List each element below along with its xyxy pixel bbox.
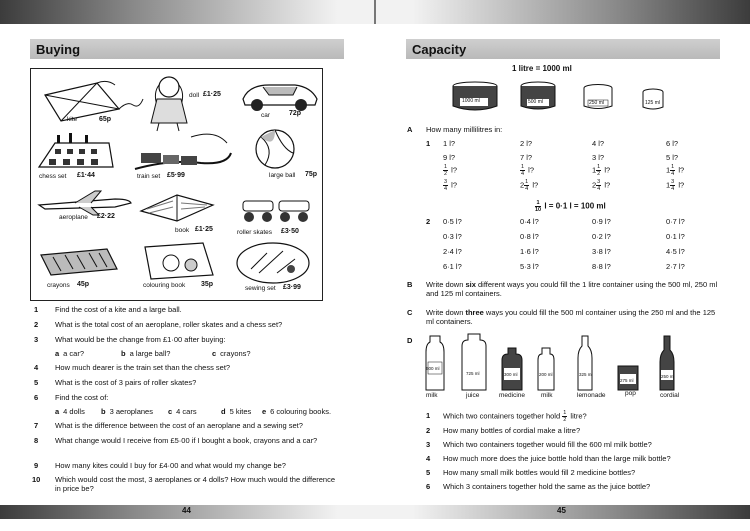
bottle-name: milk (541, 392, 553, 399)
roller-skates-label: roller skates (237, 229, 273, 236)
question-number: 4 (34, 363, 39, 372)
question-text: Which two containers together hold $\frac{1}{2}$ litre? (443, 410, 587, 423)
large-ball-label: large ball (269, 172, 296, 179)
grid-cell-fraction: $\frac{1}{2}$ l? (444, 164, 457, 177)
section-letter: A (407, 125, 413, 134)
question-number: 2 (34, 320, 39, 329)
grid-cell: 1 l? (443, 139, 456, 148)
large-ball-drawing (253, 127, 297, 171)
book-spine (374, 0, 376, 24)
question-text: What is the difference between the cost of an aeroplane and a sewing set? (55, 421, 303, 430)
grid-cell: 2·4 l? (443, 247, 462, 256)
bottom-page-bar (0, 505, 750, 519)
section-letter: B (407, 280, 413, 289)
question-text: Which would cost the most, 3 aeroplanes or 4 dolls? How much would the difference in price be? (55, 475, 336, 493)
grid-cell: 0·1 l? (666, 232, 685, 241)
question-number: 1 (34, 305, 39, 314)
grid-cell: 0·2 l? (592, 232, 611, 241)
question-number: 6 (426, 482, 431, 491)
grid-cell: 7 l? (520, 153, 533, 162)
q3-part-a: a a car? (55, 349, 85, 358)
question-number: 5 (426, 468, 431, 477)
grid-cell: 0·5 l? (443, 217, 462, 226)
roller-skates-price: £3·50 (281, 228, 299, 235)
grid-cell: 2 l? (520, 139, 533, 148)
bottle-volume: 200 ml (539, 372, 553, 377)
page-number-left: 44 (182, 506, 191, 515)
book-label: book (175, 227, 190, 234)
book-price: £1·25 (195, 226, 213, 233)
grid-cell: 5 l? (666, 153, 679, 162)
bottle-name: pop (625, 390, 636, 397)
question-text: What is the cost of 3 pairs of roller skates? (55, 378, 197, 387)
section-letter: C (407, 308, 413, 317)
grid-cell: 6·1 l? (443, 262, 462, 271)
grid-cell: 8·8 l? (592, 262, 611, 271)
sewing-set-price: £3·99 (283, 284, 301, 291)
question-text: What is the total cost of an aeroplane, roller skates and a chess set? (55, 320, 283, 329)
question-text: How much more does the juice bottle hold than the large milk bottle? (443, 454, 671, 463)
crayons-label: crayons (47, 282, 70, 289)
grid-cell-fraction: 1 $\frac{1}{4}$ l? (666, 164, 685, 177)
question-number: 6 (34, 393, 39, 402)
question-number: 9 (34, 461, 39, 470)
question-number: 10 (32, 475, 41, 484)
question-number: 2 (426, 217, 431, 226)
q6-part-d: d 5 kites (221, 407, 252, 416)
question-text: Find the cost of a kite and a large ball. (55, 305, 182, 314)
bottle-volume: 300 ml (504, 372, 518, 377)
grid-cell: 2·7 l? (666, 262, 685, 271)
container-125ml (643, 89, 663, 109)
page-number-right: 45 (557, 506, 566, 515)
bottle-name: medicine (499, 392, 526, 399)
grid-cell: 0·4 l? (520, 217, 539, 226)
container-label: 1000 ml (462, 98, 480, 104)
grid-cell: 0·9 l? (592, 217, 611, 226)
car-drawing (239, 75, 321, 115)
question-text: How many bottles of cordial make a litre? (443, 426, 581, 435)
toy-shop-picture (30, 68, 323, 301)
bottle-volume: 600 ml (426, 366, 440, 371)
question-text: How much dearer is the train set than the chess set? (55, 363, 231, 372)
grid-cell: 0·3 l? (443, 232, 462, 241)
page-title-capacity: Capacity (406, 39, 720, 59)
aeroplane-drawing (35, 187, 135, 217)
aeroplane-price: £2·22 (97, 213, 115, 220)
doll-drawing (141, 73, 201, 133)
sewing-set-drawing (233, 239, 313, 287)
grid-cell: 4·5 l? (666, 247, 685, 256)
q6-part-e: e 6 colouring books. (262, 407, 332, 416)
measuring-containers (450, 78, 680, 118)
bottle-name: milk (426, 392, 438, 399)
q3-part-c: c crayons? (212, 349, 251, 358)
doll-price: £1·25 (203, 91, 221, 98)
grid-cell-fraction: $\frac{3}{4}$ l? (444, 179, 457, 192)
sewing-set-label: sewing set (245, 285, 276, 292)
container-label: 500 ml (528, 99, 544, 105)
bottle-volume: 725 ml (466, 371, 480, 376)
top-page-bar (0, 0, 750, 24)
question-number: 3 (34, 335, 39, 344)
q3-part-b: b a large ball? (121, 349, 171, 358)
question-number: 7 (34, 421, 39, 430)
chess-set-label: chess set (39, 173, 67, 180)
grid-cell: 4 l? (592, 139, 605, 148)
question-text: How many kites could I buy for £4·00 and what would my change be? (55, 461, 286, 470)
question-text: Which two containers together would fill the 600 ml milk bottle? (443, 440, 652, 449)
question-text: What change would I receive from £5·00 if I bought a book, crayons and a car? (55, 436, 318, 445)
question-text: Find the cost of: (55, 393, 109, 402)
q6-part-c: c 4 cars (168, 407, 197, 416)
crayons-drawing (37, 245, 121, 281)
car-price: 72p (289, 110, 302, 117)
question-text: What would be the change from £1·00 after buying: (55, 335, 226, 344)
section-a-prompt: How many millilitres in: (426, 125, 503, 134)
question-number: 8 (34, 436, 39, 445)
grid-cell: 0·7 l? (666, 217, 685, 226)
container-label: 125 ml (645, 100, 661, 106)
grid-cell: 0·8 l? (520, 232, 539, 241)
section-letter: D (407, 336, 413, 345)
question-number: 1 (426, 411, 431, 420)
kite-price: 65p (99, 116, 112, 123)
section-b-text: Write down six different ways you could fill the 1 litre container using the 500 ml, 250 ml and 125 ml containers. (426, 280, 718, 298)
grid-cell: 1·6 l? (520, 247, 539, 256)
aeroplane-label: aeroplane (59, 214, 88, 221)
litre-heading: 1 litre = 1000 ml (512, 64, 572, 73)
train-set-drawing (131, 129, 235, 177)
grid-cell-fraction: 2 $\frac{1}{4}$ l? (520, 179, 539, 192)
section-c-text: Write down three ways you could fill the 500 ml container using the 250 ml and the 125 ml containers. (426, 308, 716, 326)
question-text: How many small milk bottles would fill 2 medicine bottles? (443, 468, 636, 477)
colouring-book-drawing (139, 241, 217, 281)
container-label: 250 ml (589, 100, 605, 106)
large-ball-price: 75p (305, 171, 318, 178)
crayons-price: 45p (77, 281, 90, 288)
question-text: Which 3 containers together hold the same as the juice bottle? (443, 482, 651, 491)
grid-cell: 5·3 l? (520, 262, 539, 271)
grid-cell-fraction: $\frac{1}{4}$ l? (521, 164, 534, 177)
bottle-name: juice (466, 392, 480, 399)
chess-set-drawing (35, 129, 115, 171)
grid-cell-fraction: 1 $\frac{3}{4}$ l? (666, 179, 685, 192)
kite-drawing (37, 77, 147, 129)
grid-cell: 3 l? (592, 153, 605, 162)
kite-label: kite (67, 116, 78, 123)
grid-cell-fraction: 1 $\frac{1}{2}$ l? (592, 164, 611, 177)
bottle-volume: 250 ml (661, 374, 675, 379)
book-drawing (137, 181, 217, 225)
question-number: 2 (426, 426, 431, 435)
car-label: car (261, 112, 271, 119)
question-number: 5 (34, 378, 39, 387)
question-number: 3 (426, 440, 431, 449)
doll-label: doll (189, 92, 200, 99)
page-title-buying: Buying (30, 39, 344, 59)
roller-skates-drawing (237, 187, 317, 231)
q6-part-a: a 4 dolls (55, 407, 85, 416)
container-1000ml (453, 82, 497, 110)
tenth-line: $\frac{1}{10}$ l = 0·1 l = 100 ml (535, 200, 606, 213)
grid-cell: 6 l? (666, 139, 679, 148)
colouring-book-price: 35p (201, 281, 214, 288)
train-set-price: £5·99 (167, 172, 185, 179)
q6-part-b: b 3 aeroplanes (101, 407, 153, 416)
bottle-name: lemonade (577, 392, 606, 399)
bottle-name: cordial (660, 392, 680, 399)
chess-set-price: £1·44 (77, 172, 95, 179)
question-number: 4 (426, 454, 431, 463)
colouring-book-label: colouring book (143, 282, 186, 289)
bottle-volume: 325 ml (579, 372, 593, 377)
train-set-label: train set (137, 173, 161, 180)
bottle-volume: 275 ml (620, 378, 634, 383)
grid-cell-fraction: 2 $\frac{3}{4}$ l? (592, 179, 611, 192)
grid-cell: 9 l? (443, 153, 456, 162)
question-number: 1 (426, 139, 431, 148)
grid-cell: 3·8 l? (592, 247, 611, 256)
bottles-drawing (420, 332, 690, 392)
